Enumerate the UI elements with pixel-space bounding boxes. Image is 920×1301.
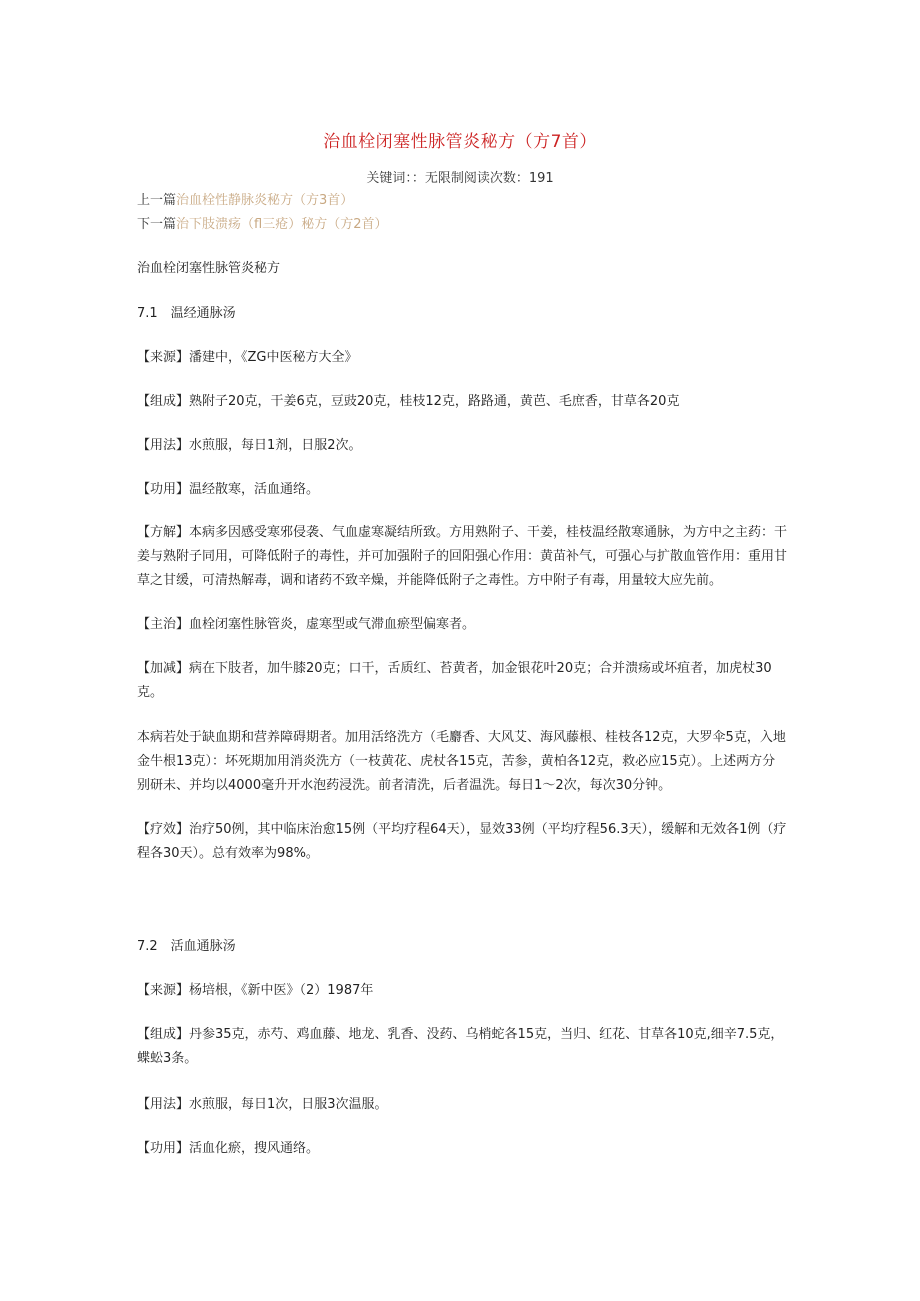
section-1-composition: 【组成】熟附子20克，干姜6克，豆豉20克，桂枝12克，路路通，黄芭、毛庶香，甘草各20克 [137,394,680,409]
section-2-source: 【来源】杨培根，《新中医》（2）1987年 [137,983,374,998]
section-2-effect: 【功用】活血化瘀，搜风通络。 [137,1141,320,1156]
section-1-effect: 【功用】温经散寒，活血通络。 [137,482,320,497]
section-1-modification: 【加减】病在下肢者，加牛膝20克；口干，舌质红、苔黄者，加金银花叶20克；合并溃疡或坏疽者，加虎杖30克。 [137,661,772,700]
section-1-note: 本病若处于缺血期和营养障碍期者。加用活络洗方（毛麝香、大风艾、海风藤根、桂枝各12克，大罗伞5克，入地金牛根13克）：坏死期加用消炎洗方（一枝黄花、虎杖各15克，苦参，黄柏各12克，救必应15克）。上述两方分别研未、并均以4000毫升开水泡药浸洗。前者清洗，后者温洗。每日1～2次，每次30分钟。 [137,730,786,793]
prev-article-link[interactable]: 治血栓性静脉炎秘方（方3首） [176,193,354,208]
section-2-usage: 【用法】水煎服，每日1次，日服3次温服。 [137,1097,388,1112]
prev-article-nav [137,189,353,208]
next-prefix: 下一篇 [137,217,177,232]
next-article-nav [137,213,387,232]
next-article-link[interactable]: 治下肢溃疡（fl三疮）秘方（方2首） [176,217,388,232]
prev-prefix: 上一篇 [137,193,177,208]
article-meta: 关键词：：无限制阅读次数：191 [366,171,554,186]
section-2-composition: 【组成】丹参35克，赤芍、鸡血藤、地龙、乳香、没药、乌梢蛇各15克，当归、红花、甘草各10克,细辛7.5克，蝶蚣3条。 [137,1027,784,1066]
section-1-usage: 【用法】水煎服，每日1剂，日服2次。 [137,438,362,453]
section-1-result: 【疗效】治疗50例，其中临床治愈15例（平均疗程64天），显效33例（平均疗程56.3天），缓解和无效各1例（疗程各30天）。总有效率为98%。 [137,822,787,861]
section-1-analysis: 【方解】本病多因感受寒邪侵袭、气血虚寒凝结所致。方用熟附子、干姜，桂枝温经散寒通脉，为方中之主药：干姜与熟附子同用，可降低附子的毒性，并可加强附子的回阳强心作用：黄苗补气，可强心与扩散血管作用：重用甘草之甘缓，可清热解毒，调和诸药不致辛燥，并能降低附子之毒性。方中附子有毒，用量较大应先前。 [137,525,788,588]
section-1-title: 7.1 温经通脉汤 [137,306,236,321]
article-title: 治血栓闭塞性脉管炎秘方（方7首） [323,132,597,152]
content-heading: 治血栓闭塞性脉管炎秘方 [137,261,281,276]
section-1-source: 【来源】潘建中，《ZG中医秘方大全》 [137,350,358,365]
section-2-title: 7.2 活血通脉汤 [137,939,236,954]
section-1-indication: 【主治】血栓闭塞性脉管炎，虚寒型或气滞血瘀型偏寒者。 [137,617,476,632]
